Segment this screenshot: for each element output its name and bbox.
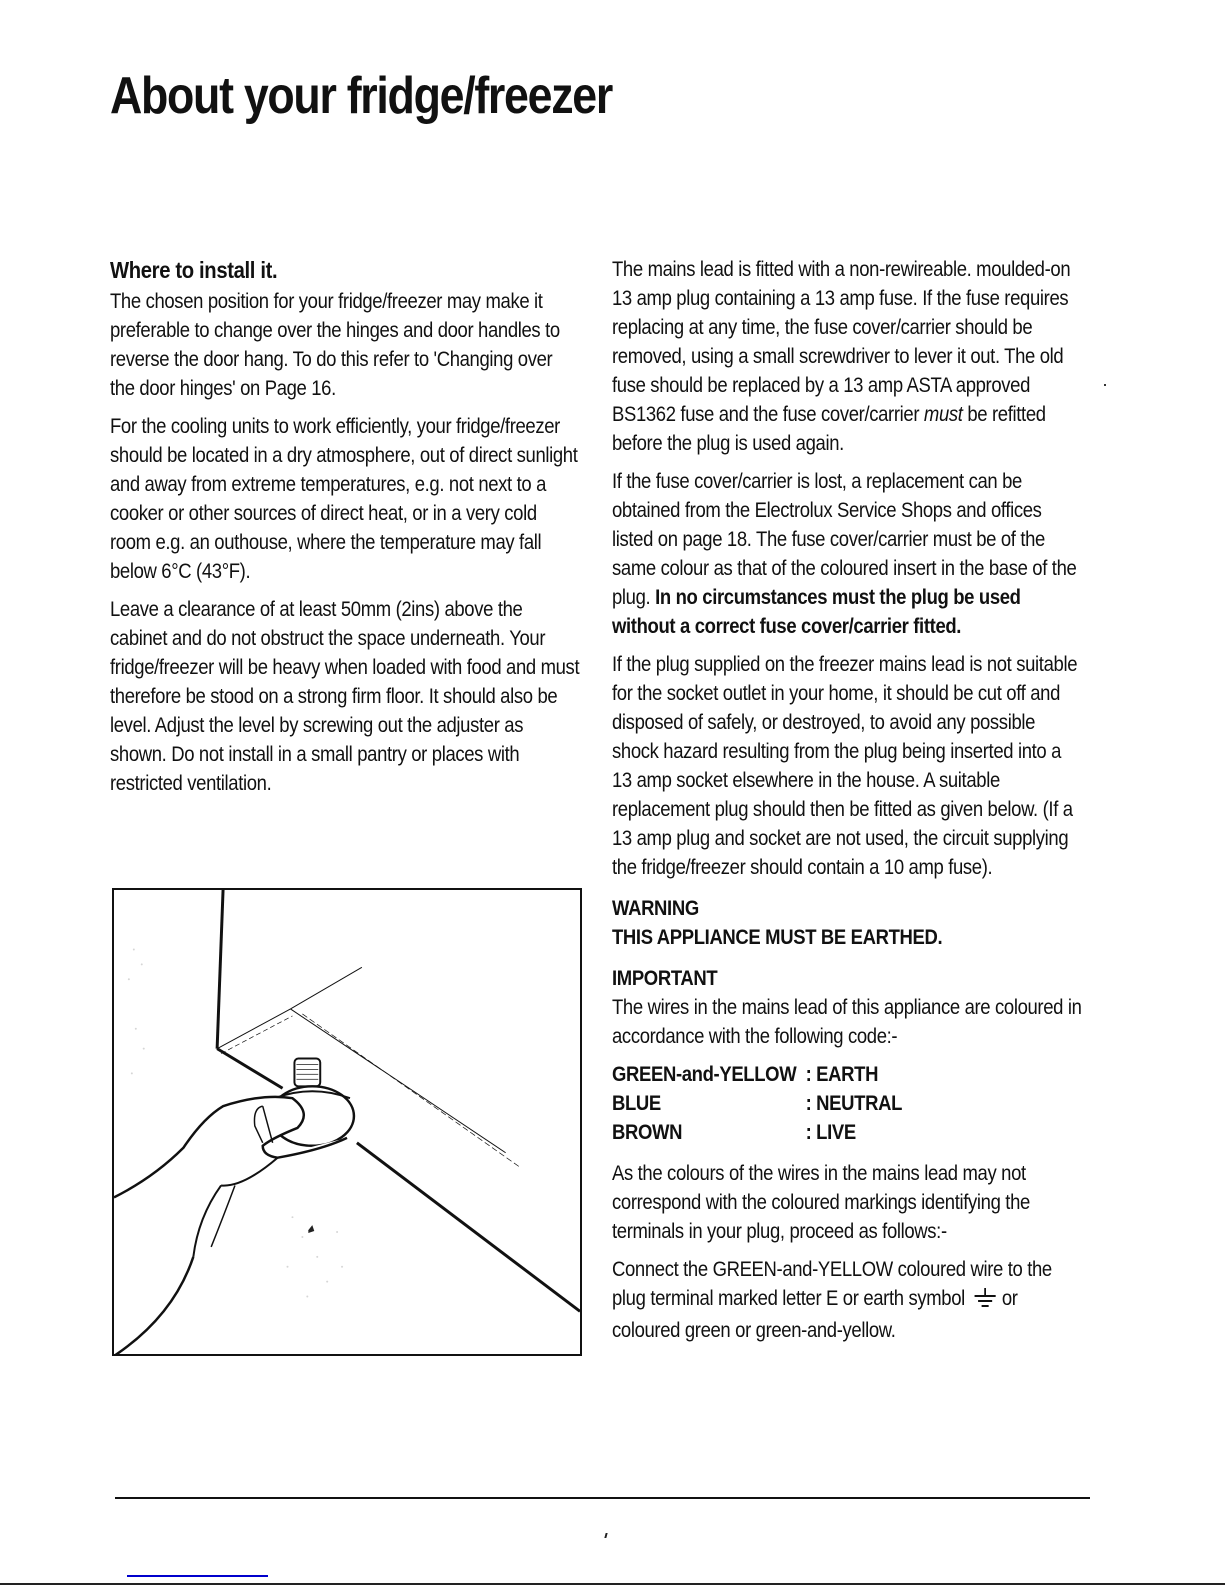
bold-warning-fuse-cover: In no circumstances must the plug be used without a correct fuse cover/carrier fitted. [612, 586, 1021, 638]
wire-terminal: : EARTH [805, 1063, 879, 1086]
wire-colour: BROWN [612, 1121, 683, 1144]
section-heading-where-to-install: Where to install it. [110, 257, 278, 283]
adjuster-foot-illustration [112, 888, 582, 1356]
important-label: IMPORTANT [612, 967, 718, 990]
left-column [110, 255, 580, 807]
paragraph-plug-unsuitable: If the plug supplied on the freezer mains lead is not suitable for the socket outlet in your home, it should be cut off and disposed of safely, or destroyed, to avoid any possible shock hazard resulting from the plug being inserted into a 13 amp socket elsewhere in the house. A suitable replacement plug should then be fitted as given below. (If a 13 amp plug and socket are not used, the circuit supplying the fridge/freezer should contain a 10 amp fuse). [612, 653, 1078, 879]
important-block [612, 964, 1083, 1051]
wire-colour-code-table [612, 1060, 902, 1147]
right-column [612, 255, 1082, 1354]
scan-speck [1104, 384, 1106, 386]
wire-terminal: : NEUTRAL [805, 1092, 903, 1115]
paragraph-mains-lead: The mains lead is fitted with a non-rewireable. moulded-on 13 amp plug containing a 13 amp fuse. If the fuse requires replacing at any time, the fuse cover/carrier should be removed, using a small screwdriver to lever it out. The old fuse should be replaced by a 13 amp ASTA approved BS1362 fuse and the fuse cover/carrier must be refitted before the plug is used again. [612, 258, 1071, 455]
link-underline [127, 1575, 268, 1577]
table-row [612, 1089, 902, 1118]
paragraph-colours-may-not-correspond: As the colours of the wires in the mains lead may not correspond with the coloured markings identifying the terminals in your plug, proceed as follows:- [612, 1162, 1030, 1243]
scan-speck [604, 1533, 607, 1538]
paragraph-location: For the cooling units to work efficiently, your fridge/freezer should be located in a dry atmosphere, out of direct sunlight and away from extreme temperatures, e.g. not next to a cooker or other sources of direct heat, or in a very cold room e.g. an outhouse, where the temperature may fall below 6°C (43°F). [110, 415, 578, 583]
wire-colour: GREEN-and-YELLOW [612, 1063, 797, 1086]
important-text: The wires in the mains lead of this appliance are coloured in accordance with the following code:- [612, 996, 1082, 1048]
paragraph-door-hinges: The chosen position for your fridge/freezer may make it preferable to change over the hinges and door handles to reverse the door hang. To do this refer to 'Changing over the door hinges' on Page 16. [110, 290, 560, 400]
wire-terminal: : LIVE [805, 1121, 856, 1144]
table-row [612, 1118, 902, 1147]
earth-ground-symbol-icon [974, 1287, 997, 1316]
warning-label: WARNING [612, 897, 699, 920]
wire-colour: BLUE [612, 1092, 661, 1115]
paragraph-connect-earth: Connect the GREEN-and-YELLOW coloured wire to the plug terminal marked letter E or earth symbol or coloured green or green-and-yellow. [612, 1258, 1052, 1342]
page-title: About your fridge/freezer [110, 67, 612, 125]
table-row [612, 1060, 902, 1089]
footer-divider [115, 1497, 1090, 1499]
paragraph-clearance: Leave a clearance of at least 50mm (2ins) above the cabinet and do not obstruct the space underneath. Your fridge/freezer will be heavy when loaded with food and must therefore be stood on a strong firm floor. It should also be level. Adjust the level by screwing out the adjuster as shown. Do not install in a small pantry or places with restricted ventilation. [110, 598, 580, 795]
warning-text: THIS APPLIANCE MUST BE EARTHED. [612, 926, 943, 949]
hand-adjusting-foot-icon [114, 890, 580, 1354]
warning-block [612, 894, 1083, 952]
emphasis-must: must [923, 403, 963, 426]
paragraph-fuse-cover-lost: If the fuse cover/carrier is lost, a replacement can be obtained from the Electrolux Service Shops and offices listed on page 18. The fuse cover/carrier must be of the same colour as that of the coloured insert in the base of the plug. In no circumstances must the plug be used without a correct fuse cover/carrier fitted. [612, 470, 1077, 638]
